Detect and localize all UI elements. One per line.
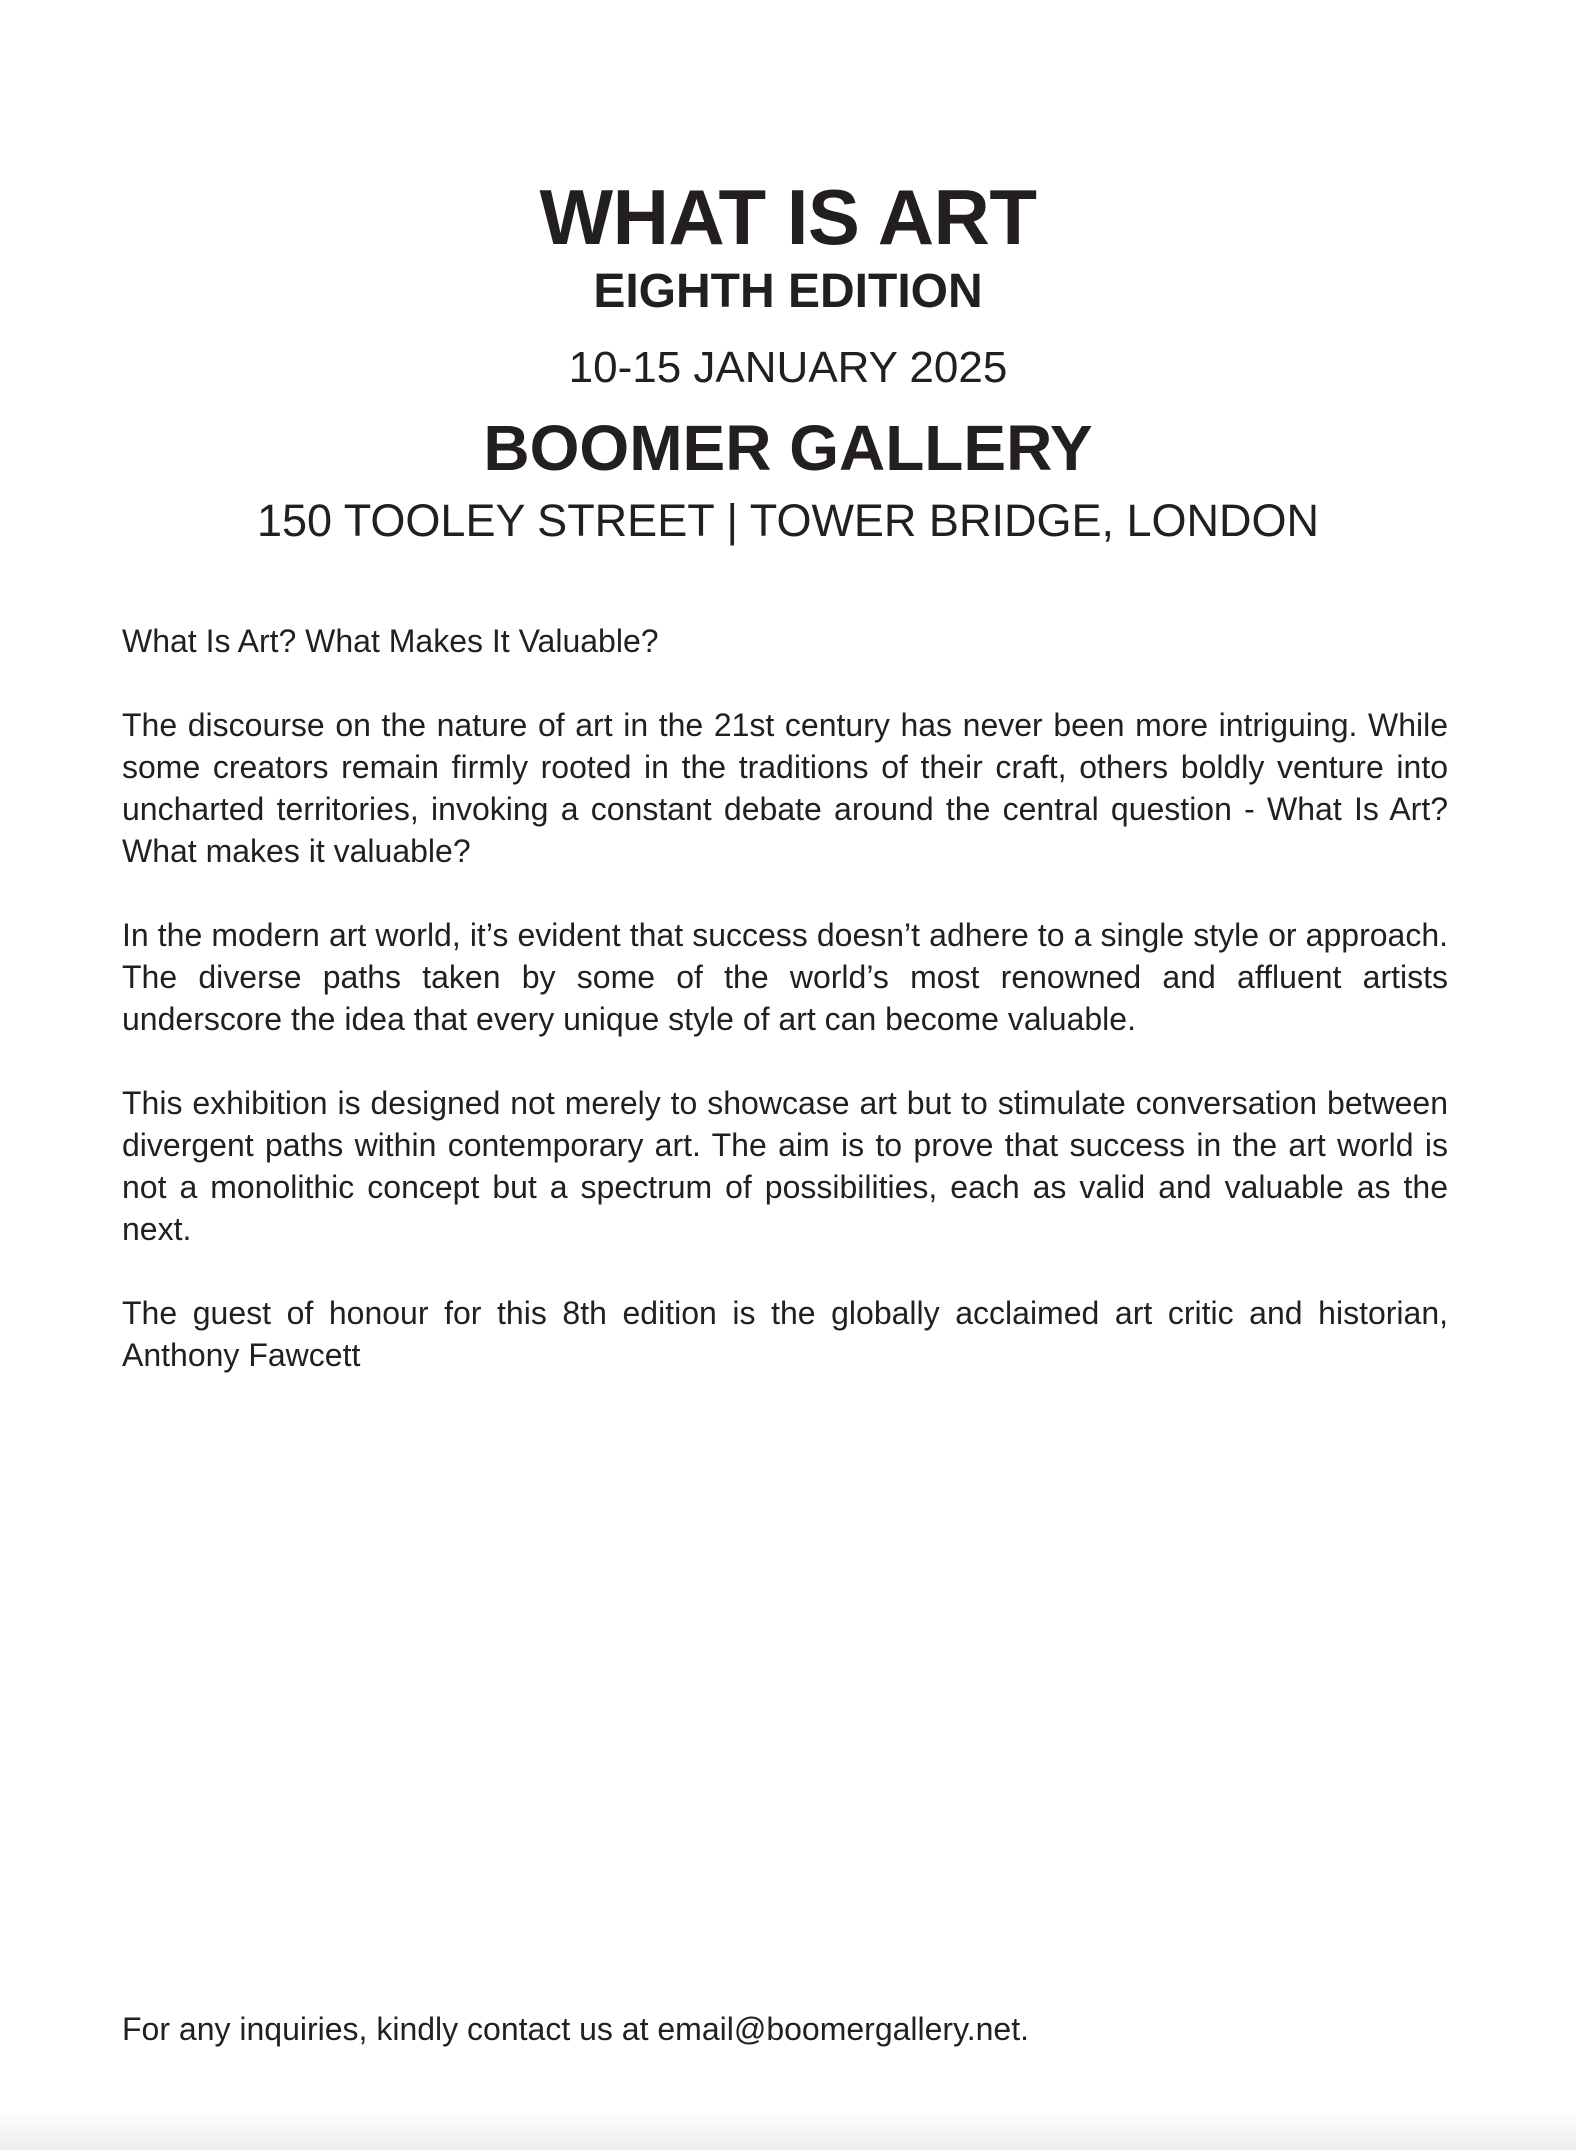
body-text xyxy=(122,620,1448,1418)
gallery-name: BOOMER GALLERY xyxy=(483,412,1093,484)
body-heading: What Is Art? What Makes It Valuable? xyxy=(122,623,659,659)
exhibition-title: WHAT IS ART xyxy=(539,173,1037,261)
contact-footer: For any inquiries, kindly contact us at email@boomergallery.net. xyxy=(122,2011,1029,2047)
paragraph-exhibition-aim: This exhibition is designed not merely to showcase art but to stimulate conversation between divergent paths within contemporary art. The aim is to prove that success in the art world is not a monolithic concept but a spectrum of possibilities, each as valid and valuable as the next. xyxy=(122,1085,1448,1247)
page-bottom-edge xyxy=(0,2110,1576,2150)
edition-subtitle: EIGHTH EDITION xyxy=(593,265,983,318)
paragraph-guest-of-honour: The guest of honour for this 8th edition is the globally acclaimed art critic and historian, Anthony Fawcett xyxy=(122,1295,1448,1373)
paragraph-discourse: The discourse on the nature of art in the 21st century has never been more intriguing. While some creators remain firmly rooted in the traditions of their craft, others boldly venture into uncharted territories, invoking a constant debate around the central question - What Is Art? What makes it valuable? xyxy=(122,707,1448,869)
exhibition-dates: 10-15 JANUARY 2025 xyxy=(568,343,1008,392)
gallery-address: 150 TOOLEY STREET | TOWER BRIDGE, LONDON xyxy=(256,495,1319,546)
paragraph-modern-art-world: In the modern art world, it’s evident that success doesn’t adhere to a single style or approach. The diverse paths taken by some of the world’s most renowned and affluent artists underscore the idea that every unique style of art can become valuable. xyxy=(122,917,1448,1037)
